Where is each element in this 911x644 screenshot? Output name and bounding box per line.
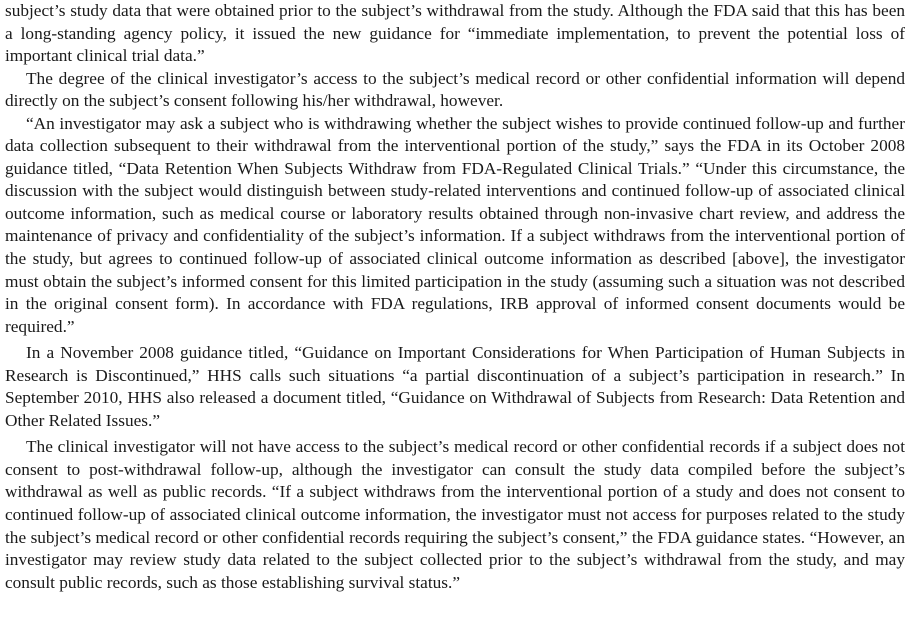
paragraph-hhs-guidance: In a November 2008 guidance titled, “Guidance on Important Considerations for When Participation of Human Subjects in Research is Discontinued,” HHS calls such situations “a partial discontinuation of a subject’s participation in research.” In September 2010, HHS also released a document titled, “Guidance on Withdrawal of Subjects from Research: Data Retention and Other Related Issues.”: [5, 343, 905, 430]
paragraph-continuation: subject’s study data that were obtained prior to the subject’s withdrawal from the study. Although the FDA said that this has been a long-standing agency policy, it issued the new guidance for “immediate implementation, to prevent the potential loss of important clinical trial data.”: [5, 1, 905, 66]
paragraph-access-consent: The degree of the clinical investigator’s access to the subject’s medical record or other confidential information will depend directly on the subject’s consent following his/her withdrawal, however.: [5, 68, 905, 111]
paragraph-fda-guidance-quote: “An investigator may ask a subject who is withdrawing whether the subject wishes to provide continued follow-up and further data collection subsequent to their withdrawal from the interventional portion of the study,” says the FDA in its October 2008 guidance titled, “Data Retention When Subjects Withdraw from FDA-Regulated Clinical Trials.” “Under this circumstance, the discussion with the subject would distinguish between study-related interventions and continued follow-up of associated clinical outcome information, such as medical course or laboratory results obtained through non-invasive chart review, and address the maintenance of privacy and confidentiality of the subject’s information. If a subject withdraws from the interventional portion of the study, but agrees to continued follow-up of associated clinical outcome information as described [above], the investigator must obtain the subject’s informed consent for this limited participation in the study (assuming such a situation was not described in the original consent form). In accordance with FDA regulations, IRB approval of informed consent documents would be required.”: [5, 113, 905, 336]
paragraph-no-consent-access: The clinical investigator will not have access to the subject’s medical record or other confidential records if a subject does not consent to post-withdrawal follow-up, although the investigator can consult the study data compiled before the subject’s withdrawal as well as public records. “If a subject withdraws from the interventional portion of a study and does not consent to continued follow-up of associated clinical outcome information, the investigator must not access for purposes related to the study the subject’s medical record or other confidential records requiring the subject’s consent,” the FDA guidance states. “However, an investigator may review study data related to the subject collected prior to the subject’s withdrawal from the study, and may consult public records, such as those establishing survival status.”: [5, 437, 905, 592]
